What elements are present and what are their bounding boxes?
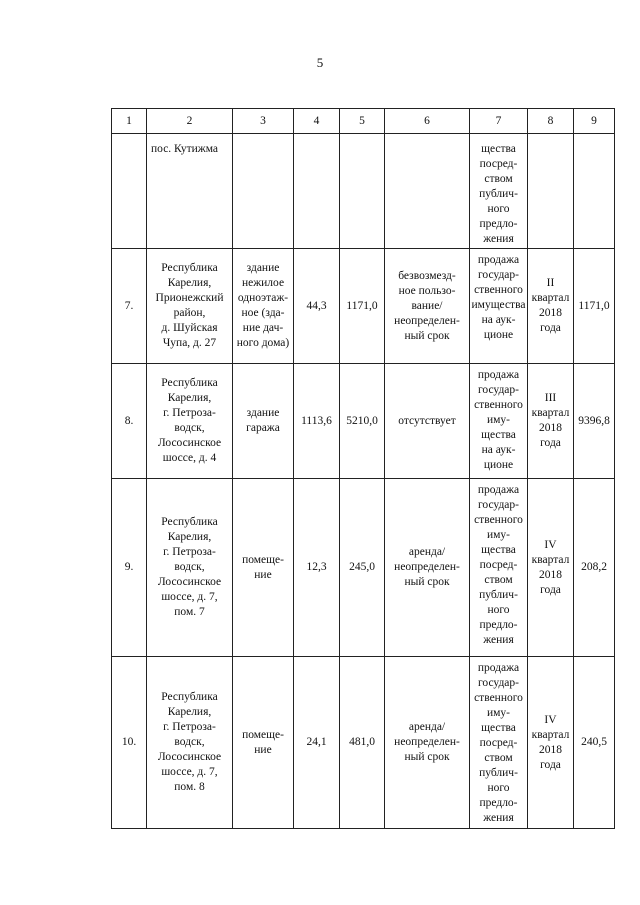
method-cell: продажа государ- ственного иму- щества посред- ством публич- ного предло- жения: [470, 657, 528, 829]
area-cell: 12,3: [294, 479, 340, 657]
row-number: 10.: [112, 657, 147, 829]
table-row: [112, 364, 615, 479]
header-cell: 1: [112, 109, 147, 134]
header-cell: 3: [233, 109, 294, 134]
period-cell: II квартал 2018 года: [528, 249, 574, 364]
page-number: 5: [316, 55, 324, 70]
area-cell: 1113,6: [294, 364, 340, 479]
table-cell: [233, 134, 294, 249]
address-cell: Республика Карелия, г. Петроза- водск, Лососинское шоссе, д. 7, пом. 8: [147, 657, 233, 829]
header-cell: 8: [528, 109, 574, 134]
address-cell: пос. Кутижма: [147, 134, 233, 249]
period-cell: IV квартал 2018 года: [528, 657, 574, 829]
table-cell: [574, 134, 615, 249]
area-cell: 24,1: [294, 657, 340, 829]
header-cell: 4: [294, 109, 340, 134]
proceeds-cell: 9396,8: [574, 364, 615, 479]
row-number: 9.: [112, 479, 147, 657]
object-cell: помеще- ние: [233, 657, 294, 829]
encumbrance-cell: аренда/ неопределен- ный срок: [385, 657, 470, 829]
value-cell: 481,0: [340, 657, 385, 829]
encumbrance-cell: отсутствует: [385, 364, 470, 479]
method-cell: продажа государ- ственного иму- щества на аук- ционе: [470, 364, 528, 479]
object-cell: здание нежилое одноэтаж- ное (зда- ние дач- ного дома): [233, 249, 294, 364]
object-cell: здание гаража: [233, 364, 294, 479]
proceeds-cell: 1171,0: [574, 249, 615, 364]
address-cell: Республика Карелия, Прионежский район, д. Шуйская Чупа, д. 27: [147, 249, 233, 364]
proceeds-cell: 240,5: [574, 657, 615, 829]
encumbrance-cell: аренда/ неопределен- ный срок: [385, 479, 470, 657]
continuation-row: [112, 134, 615, 249]
area-cell: 44,3: [294, 249, 340, 364]
table-row: [112, 249, 615, 364]
header-cell: 5: [340, 109, 385, 134]
value-cell: 1171,0: [340, 249, 385, 364]
address-cell: Республика Карелия, г. Петроза- водск, Лососинское шоссе, д. 7, пом. 7: [147, 479, 233, 657]
table-row: [112, 657, 615, 829]
row-number: 8.: [112, 364, 147, 479]
proceeds-cell: 208,2: [574, 479, 615, 657]
row-number: 7.: [112, 249, 147, 364]
method-cell: продажа государ- ственного имущества на аук- ционе: [470, 249, 528, 364]
table-cell: [340, 134, 385, 249]
table-cell: [112, 134, 147, 249]
table-row: [112, 479, 615, 657]
property-table: [111, 108, 615, 829]
table-cell: [294, 134, 340, 249]
encumbrance-cell: безвозмезд- ное пользо- вание/ неопределен- ный срок: [385, 249, 470, 364]
value-cell: 5210,0: [340, 364, 385, 479]
method-cell: щества посред- ством публич- ного предло- жения: [470, 134, 528, 249]
header-cell: 6: [385, 109, 470, 134]
address-cell: Республика Карелия, г. Петроза- водск, Лососинское шоссе, д. 4: [147, 364, 233, 479]
period-cell: III квартал 2018 года: [528, 364, 574, 479]
value-cell: 245,0: [340, 479, 385, 657]
table-cell: [385, 134, 470, 249]
header-row: [112, 109, 615, 134]
header-cell: 2: [147, 109, 233, 134]
header-cell: 9: [574, 109, 615, 134]
header-cell: 7: [470, 109, 528, 134]
method-cell: продажа государ- ственного иму- щества посред- ством публич- ного предло- жения: [470, 479, 528, 657]
period-cell: IV квартал 2018 года: [528, 479, 574, 657]
object-cell: помеще- ние: [233, 479, 294, 657]
table-cell: [528, 134, 574, 249]
